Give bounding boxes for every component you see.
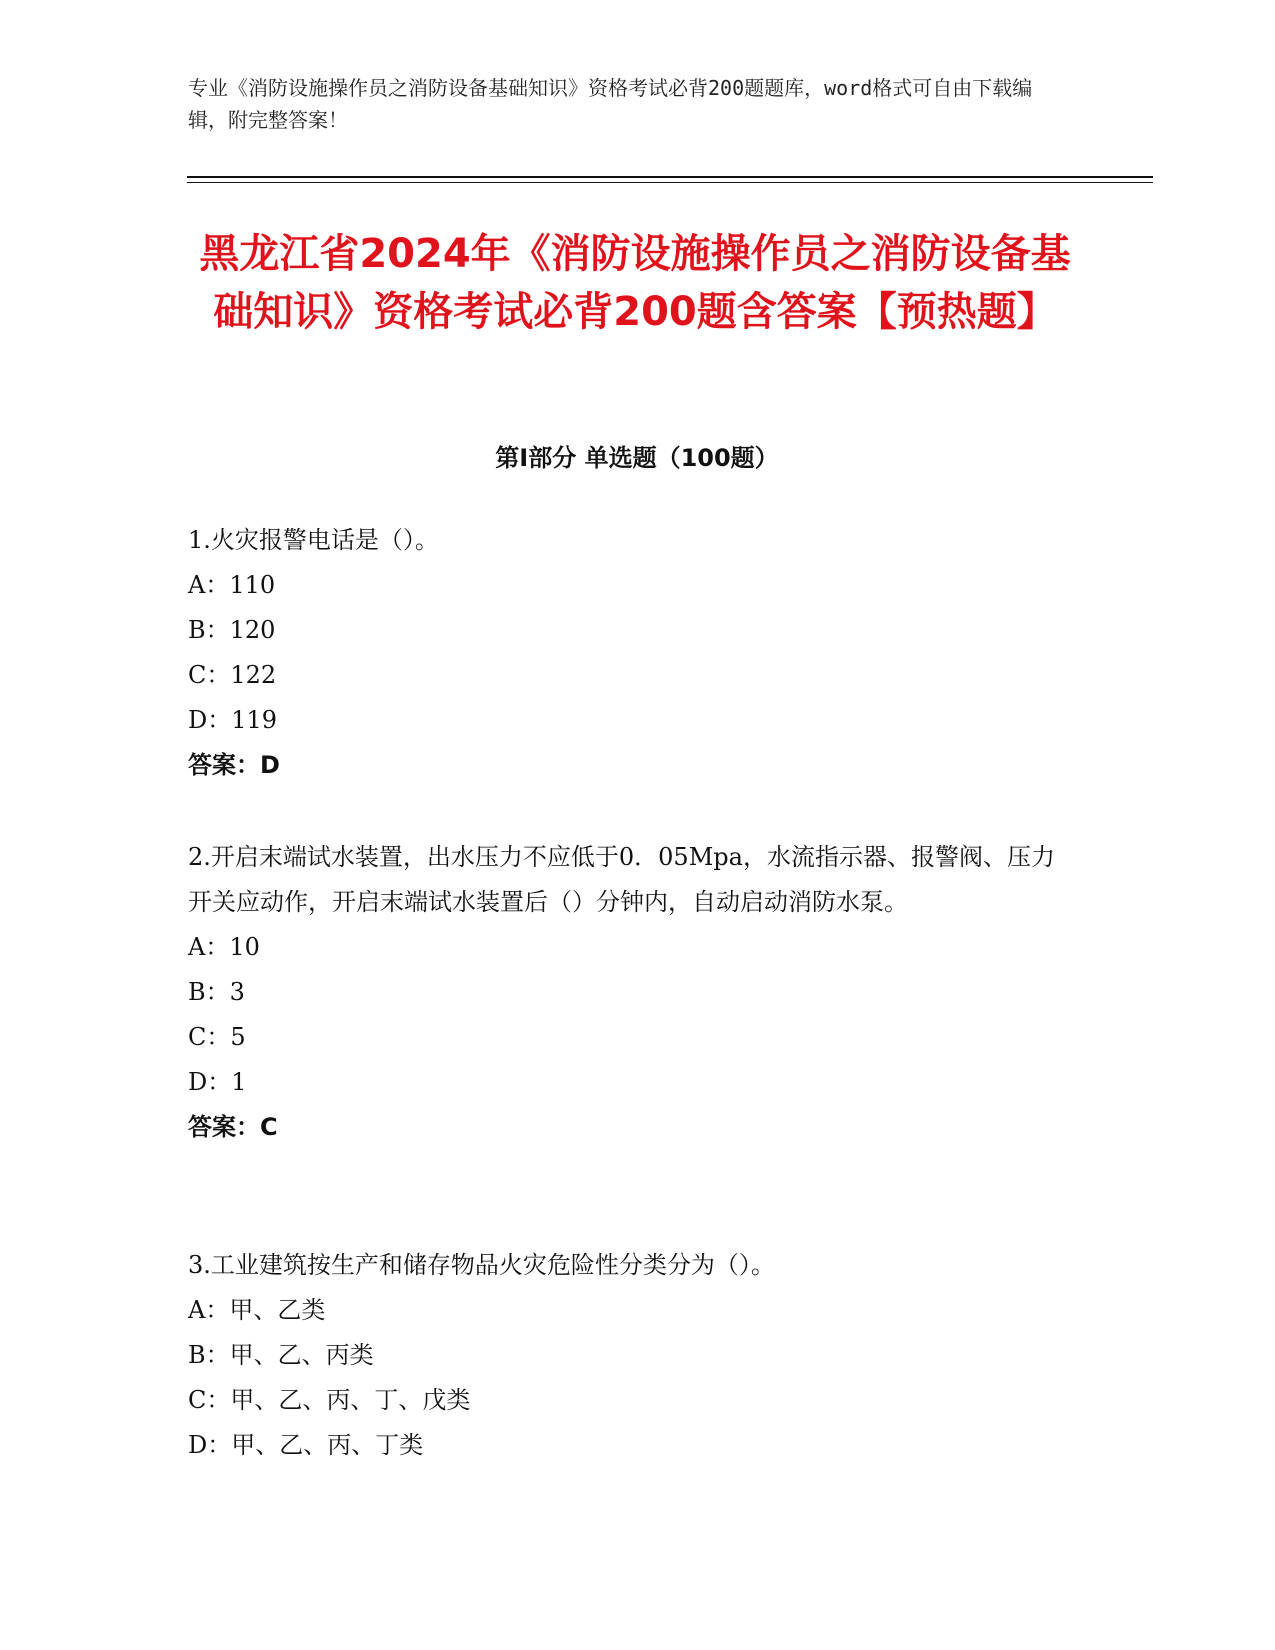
header-divider-thin — [187, 182, 1153, 183]
option-d: D：119 — [188, 706, 278, 734]
option-b: B：3 — [188, 978, 245, 1006]
option-c: C：122 — [188, 661, 277, 689]
header-divider — [187, 176, 1153, 178]
option-c: C：5 — [188, 1023, 246, 1051]
option-a: A：甲、乙类 — [188, 1296, 326, 1324]
question-2 — [188, 835, 1078, 1150]
option-d: D：甲、乙、丙、丁类 — [188, 1431, 424, 1459]
question-stem: 2.开启末端试水装置，出水压力不应低于0．05Mpa，水流指示器、报警阀、压力开关应动作，开启末端试水装置后（）分钟内，自动启动消防水泵。 — [188, 843, 1055, 916]
section-heading: 第Ⅰ部分 单选题（100题） — [495, 444, 779, 472]
option-b: B：甲、乙、丙类 — [188, 1341, 374, 1369]
option-b: B：120 — [188, 616, 276, 644]
question-stem: 1.火灾报警电话是（）。 — [188, 526, 439, 554]
question-1 — [188, 518, 1078, 788]
option-c: C：甲、乙、丙、丁、戊类 — [188, 1386, 471, 1414]
option-a: A：10 — [188, 933, 260, 961]
option-d: D：1 — [188, 1068, 247, 1096]
document-title: 黑龙江省2024年《消防设施操作员之消防设备基础知识》资格考试必背200题含答案【预热题】 — [199, 231, 1071, 335]
question-3 — [188, 1243, 1078, 1468]
header-note: 专业《消防设施操作员之消防设备基础知识》资格考试必背200题题库，word格式可自由下载编辑，附完整答案！ — [188, 76, 1033, 132]
answer: 答案：D — [188, 751, 280, 779]
answer: 答案：C — [188, 1113, 278, 1141]
option-a: A：110 — [188, 571, 276, 599]
question-stem: 3.工业建筑按生产和储存物品火灾危险性分类分为（）。 — [188, 1251, 775, 1279]
